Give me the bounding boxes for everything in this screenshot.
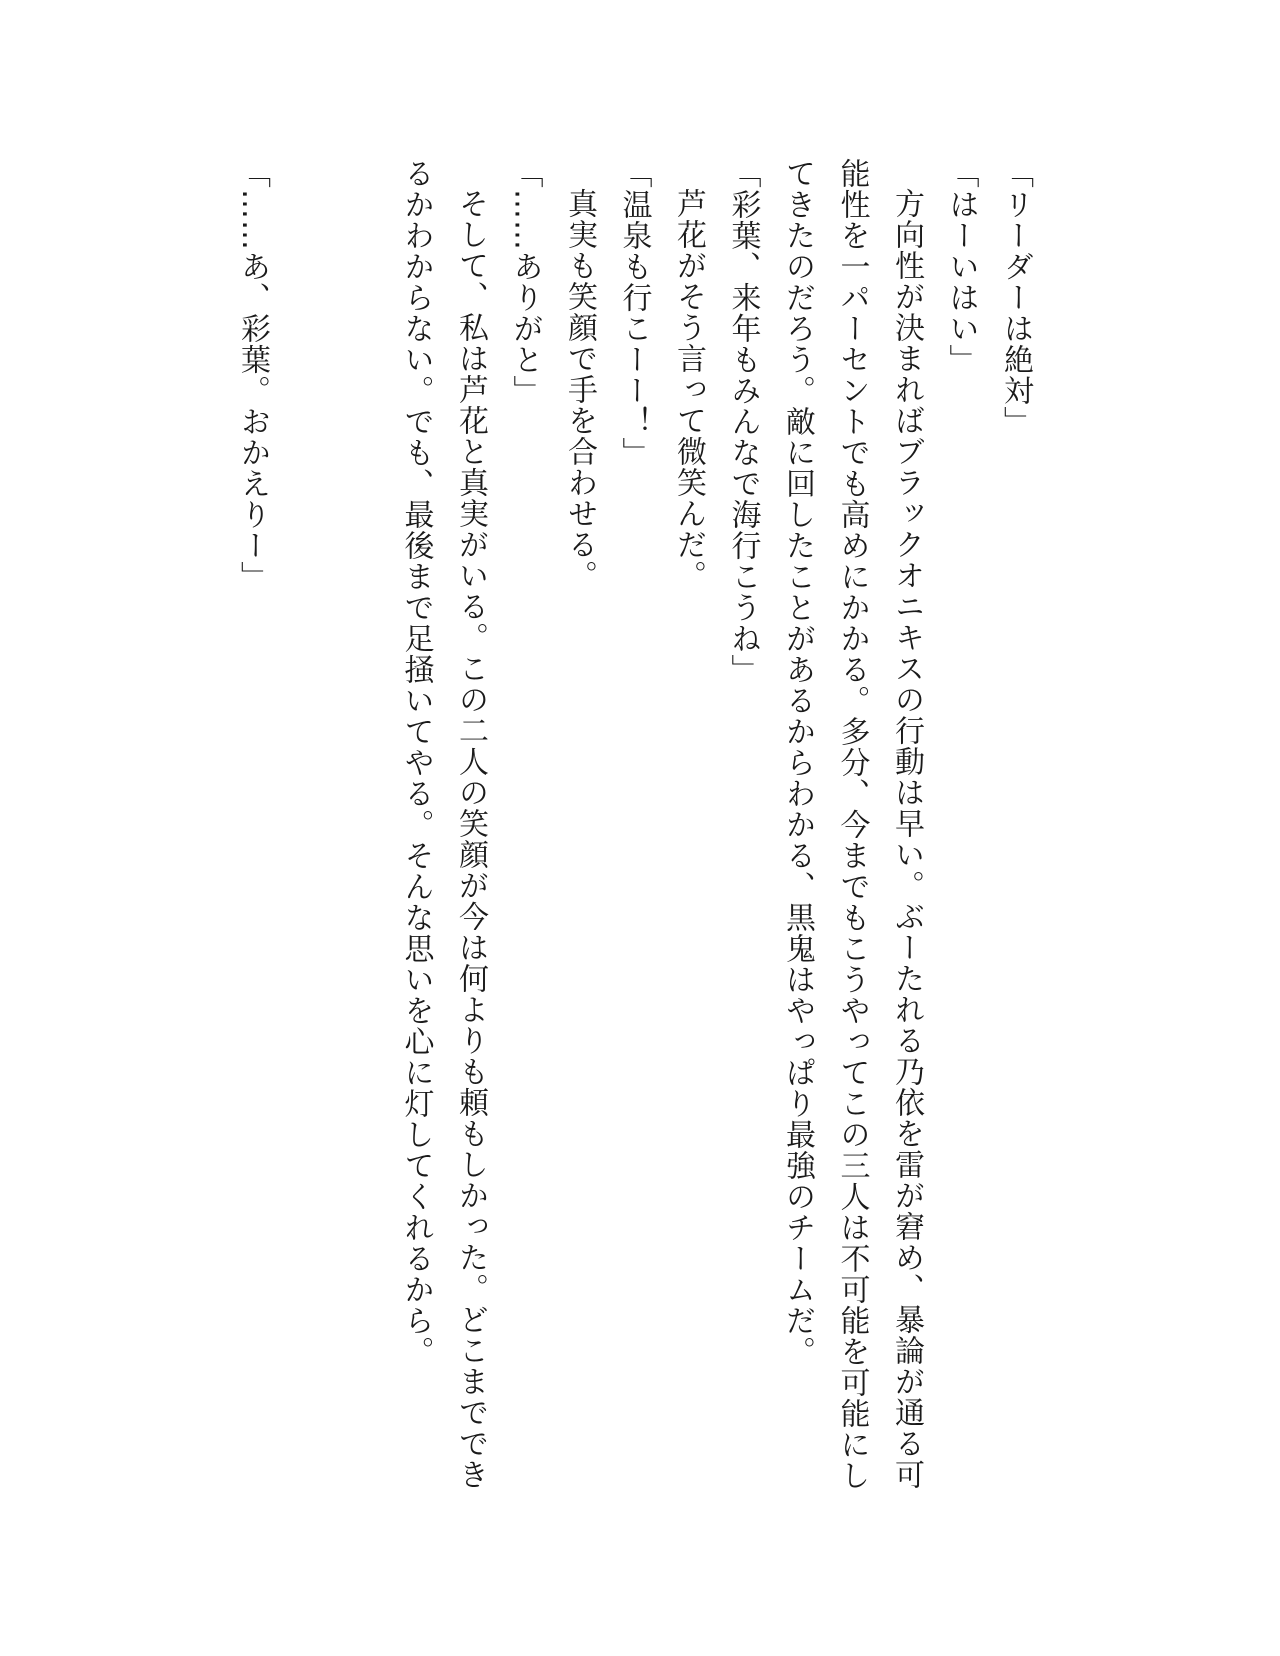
paragraph-dialogue: 「彩葉、来年もみんなで海行こうね」 bbox=[725, 158, 761, 685]
paragraph-blank bbox=[279, 158, 334, 1518]
paragraph-narration: 真実も笑顔で手を合わせる。 bbox=[562, 188, 597, 591]
paragraph-dialogue: 「温泉も行こーー！」 bbox=[616, 158, 652, 468]
vertical-text-body bbox=[225, 158, 1043, 1518]
paragraph-dialogue: 「リーダーは絶対」 bbox=[998, 158, 1033, 437]
paragraph-narration: そして、私は芦花と真実がいる。この二人の笑顔が今は何よりも頼もしかった。どこまでできるかわからない。でも、最後まで足掻いてやる。そんな思いを心に灯してくれるから。 bbox=[398, 158, 488, 1490]
paragraph-narration: 芦花がそう言って微笑んだ。 bbox=[671, 188, 706, 591]
paragraph-dialogue: 「……ありがと」 bbox=[507, 158, 543, 406]
paragraph-dialogue: 「はーいはい」 bbox=[943, 158, 979, 375]
paragraph-blank bbox=[334, 158, 389, 1518]
paragraph-dialogue: 「……あ、彩葉。おかえりー」 bbox=[235, 158, 270, 592]
paragraph-narration: 方向性が決まればブラックオニキスの行動は早い。ぶーたれる乃依を雷が窘め、暴論が通る可能性を一パーセントでも高めにかかる。多分、今までもこうやってこの三人は不可能を可能にしてきたのだろう。敵に回したことがあるからわかる、黒鬼はやっぱり最強のチームだ。 bbox=[780, 158, 924, 1491]
